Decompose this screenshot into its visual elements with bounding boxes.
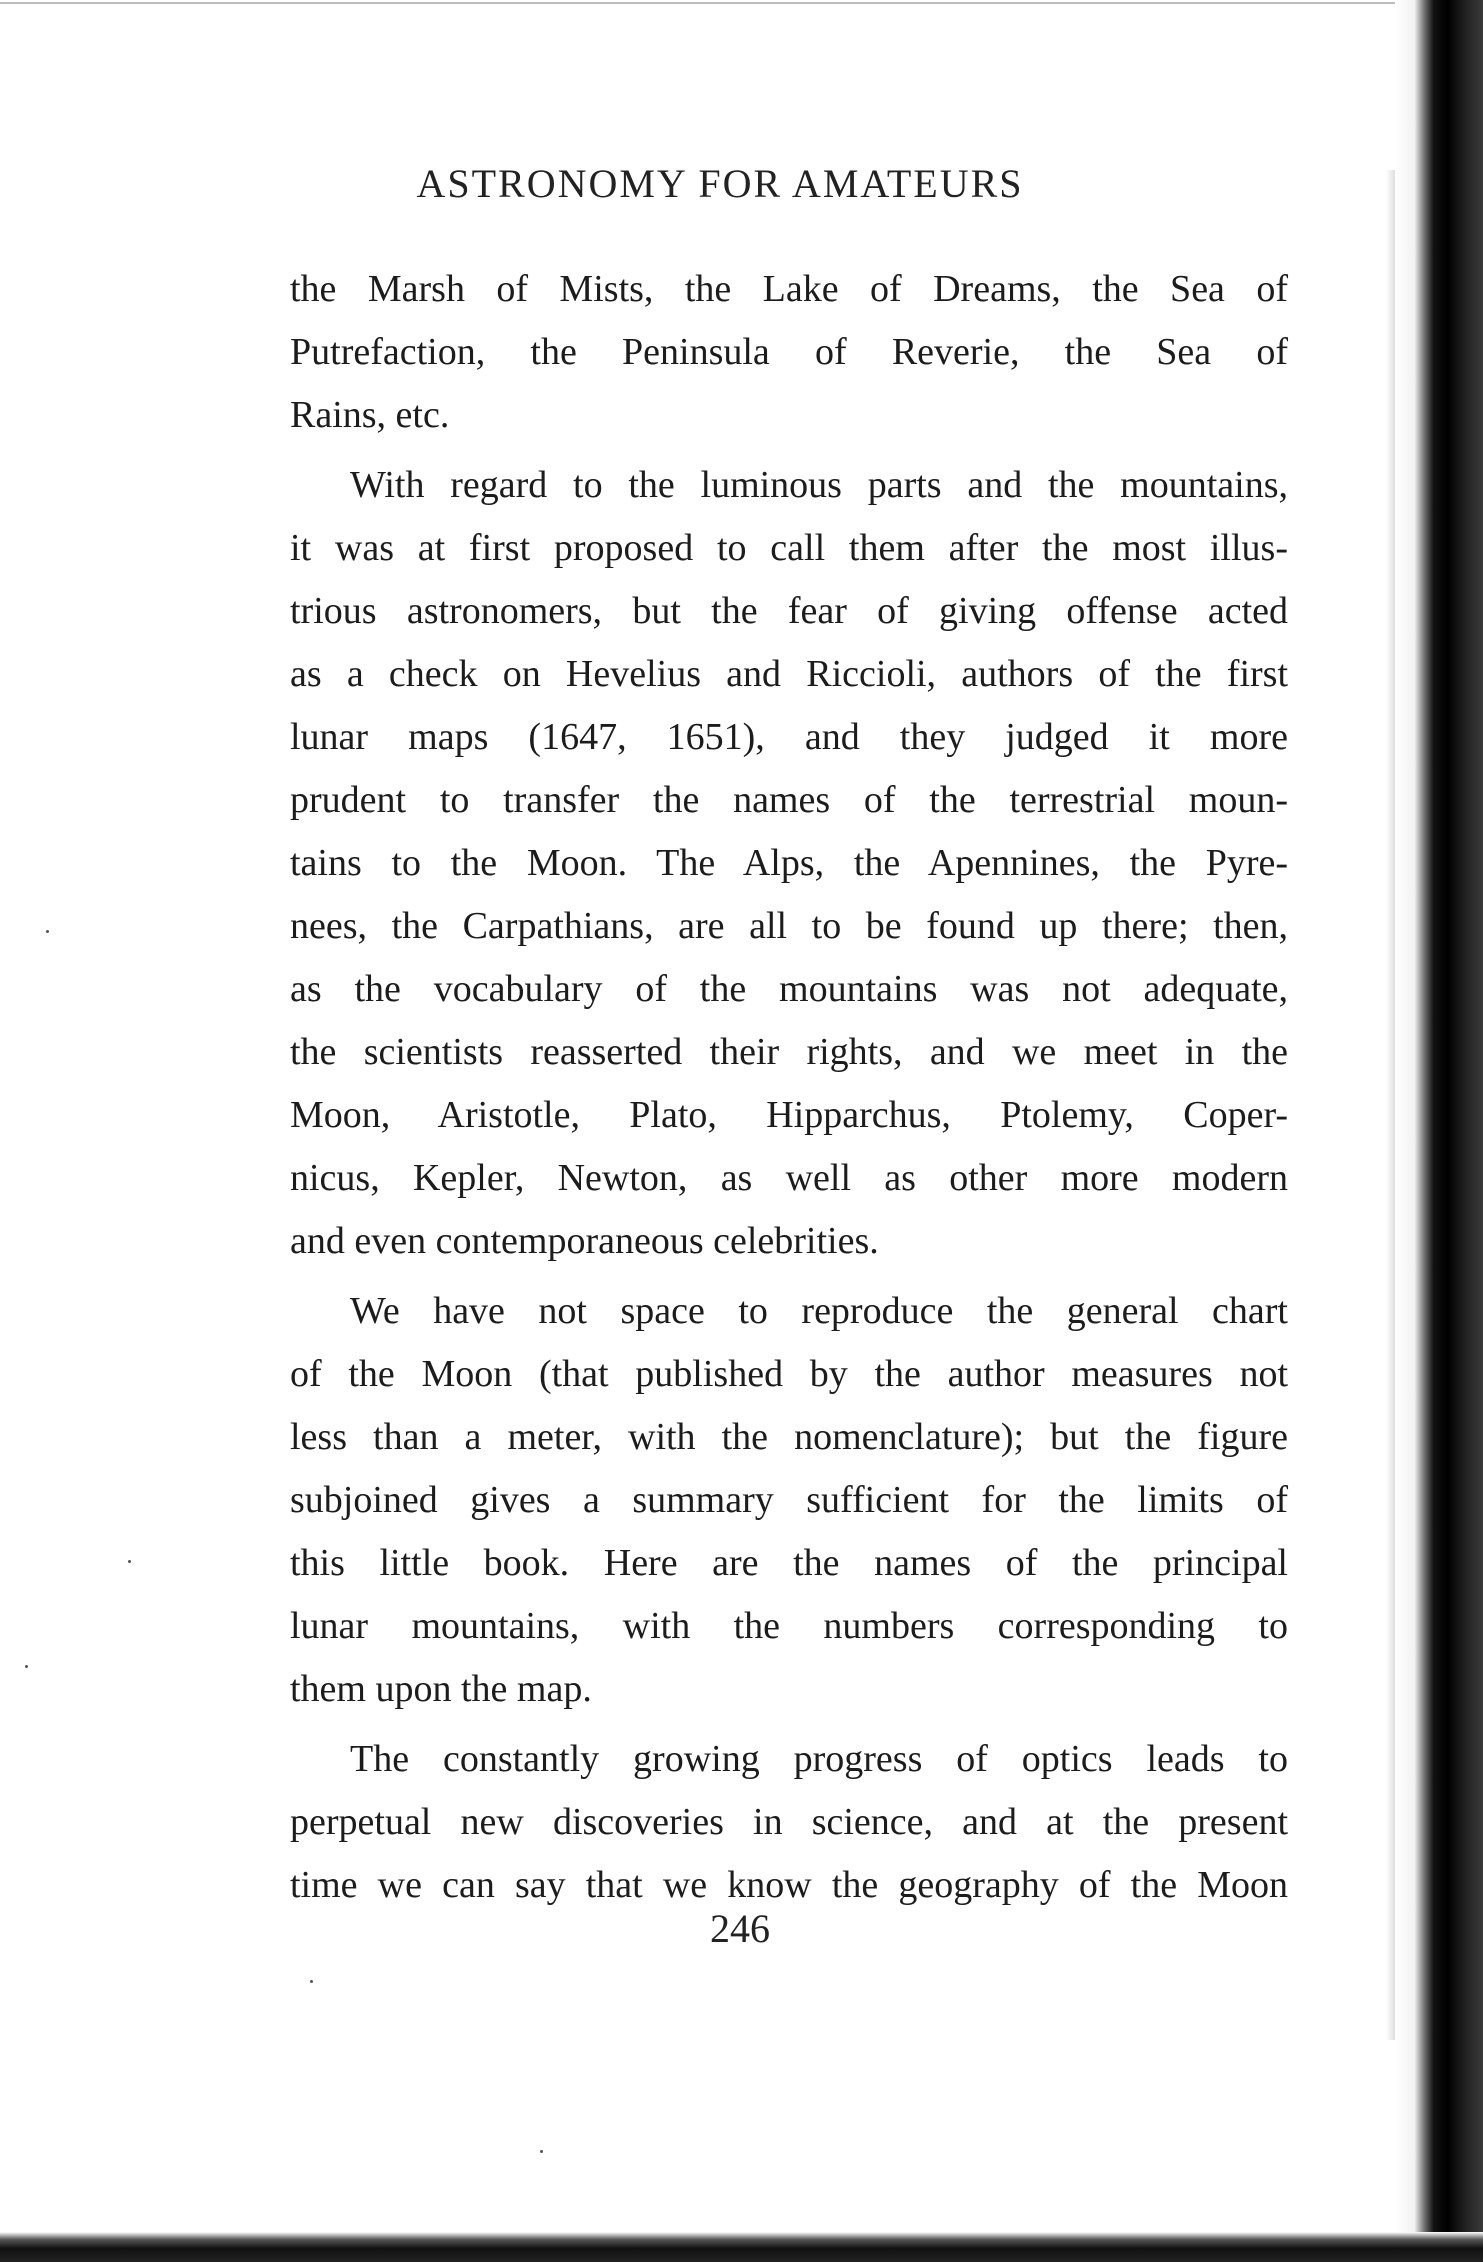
text-line: With regard to the luminous parts and the mountains, (350, 464, 1288, 506)
scan-speck (540, 2150, 543, 2153)
text-line: the Marsh of Mists, the Lake of Dreams, the Sea of (290, 268, 1288, 310)
text-line: lunar mountains, with the numbers corresponding to (290, 1605, 1288, 1647)
text-line: tains to the Moon. The Alps, the Apennines, the Pyre- (290, 842, 1288, 884)
text-line: of the Moon (that published by the author measures not (290, 1353, 1288, 1395)
scan-speck (25, 1665, 28, 1668)
text-line: trious astronomers, but the fear of giving offense acted (290, 590, 1288, 632)
scan-speck (128, 1560, 131, 1563)
page-binding-edge (1395, 0, 1483, 2262)
text-line: The constantly growing progress of optics leads to (350, 1738, 1288, 1780)
text-line: the scientists reasserted their rights, and we meet in the (290, 1031, 1288, 1073)
text-line: them upon the map. (290, 1668, 592, 1710)
page-bottom-edge (0, 2232, 1483, 2262)
running-head: ASTRONOMY FOR AMATEURS (416, 161, 1024, 206)
text-line: nicus, Kepler, Newton, as well as other more modern (290, 1157, 1288, 1199)
text-line: it was at first proposed to call them after the most illus- (290, 527, 1288, 569)
text-line: less than a meter, with the nomenclature); but the figure (290, 1416, 1288, 1458)
page-number: 246 (710, 1906, 770, 1951)
text-line: Moon, Aristotle, Plato, Hipparchus, Ptolemy, Coper- (290, 1094, 1288, 1136)
text-line: nees, the Carpathians, are all to be found up there; then, (290, 905, 1288, 947)
text-line: Rains, etc. (290, 394, 450, 436)
text-line: subjoined gives a summary sufficient for the limits of (290, 1479, 1288, 1521)
text-line: and even contemporaneous celebrities. (290, 1220, 879, 1262)
text-line: perpetual new discoveries in science, and at the present (290, 1801, 1288, 1843)
body-text (290, 258, 1288, 1917)
text-line: lunar maps (1647, 1651), and they judged it more (290, 716, 1288, 758)
text-line: We have not space to reproduce the general chart (350, 1290, 1288, 1332)
text-line: Putrefaction, the Peninsula of Reverie, the Sea of (290, 331, 1288, 373)
scan-speck (46, 930, 49, 933)
page-top-edge (0, 2, 1483, 4)
scan-speck (310, 1980, 313, 1983)
text-line: as a check on Hevelius and Riccioli, authors of the first (290, 653, 1288, 695)
text-line: time we can say that we know the geography of the Moon (290, 1864, 1288, 1906)
text-line: prudent to transfer the names of the terrestrial moun- (290, 779, 1288, 821)
text-line: as the vocabulary of the mountains was not adequate, (290, 968, 1288, 1010)
text-line: this little book. Here are the names of the principal (290, 1542, 1288, 1584)
